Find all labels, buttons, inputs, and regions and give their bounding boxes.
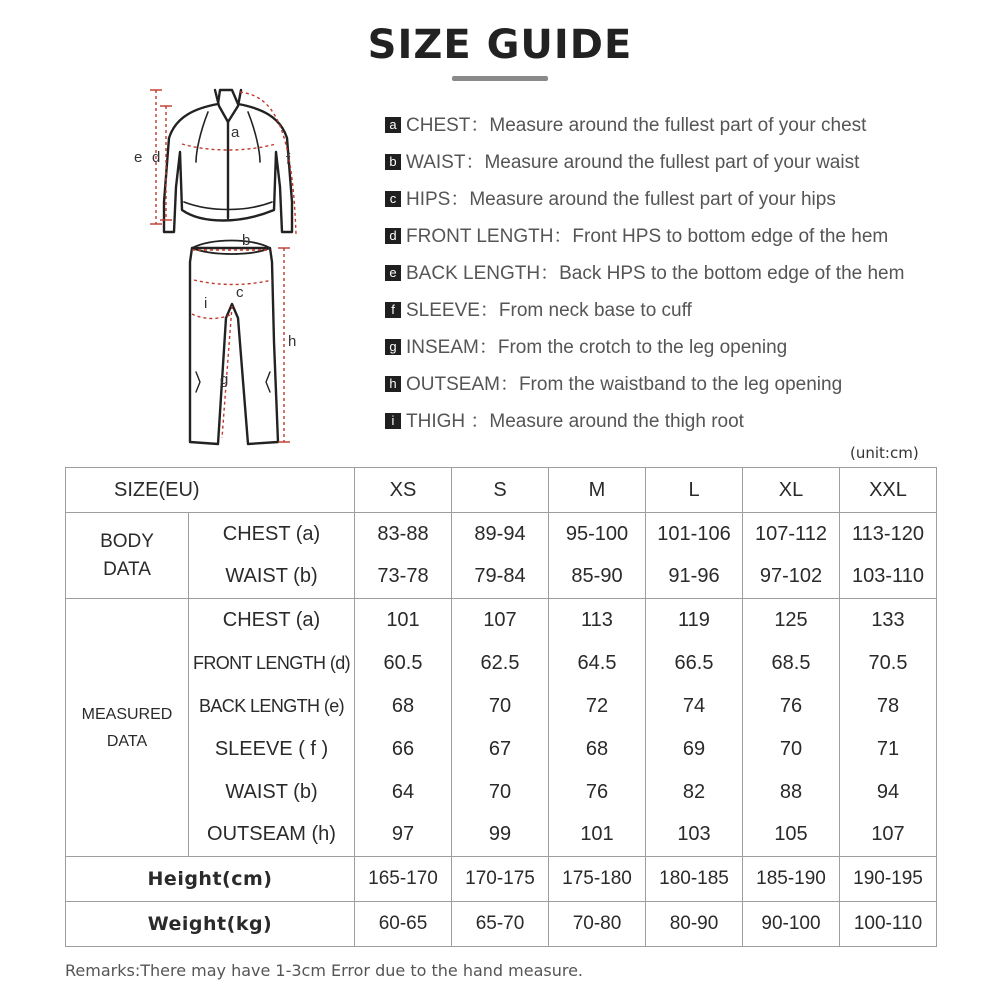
legend-key: h	[385, 376, 401, 392]
size-column-header: XXL	[840, 468, 937, 513]
row-label: BACK LENGTH (e)	[189, 685, 355, 728]
table-cell: 101	[355, 599, 452, 642]
table-cell: 101	[549, 814, 646, 857]
table-cell: 180-185	[646, 857, 743, 902]
table-cell: 79-84	[452, 556, 549, 599]
table-cell: 80-90	[646, 902, 743, 947]
legend-text: SLEEVE：From neck base to cuff	[406, 300, 692, 321]
measurement-legend	[385, 112, 985, 445]
legend-item	[385, 334, 985, 371]
table-cell: 85-90	[549, 556, 646, 599]
table-cell: 74	[646, 685, 743, 728]
garment-diagram	[120, 82, 320, 462]
table-cell: 91-96	[646, 556, 743, 599]
group-label-line: DATA	[103, 558, 151, 580]
letter-h: h	[288, 333, 297, 350]
legend-item	[385, 371, 985, 408]
size-header-row	[66, 468, 937, 513]
table-cell: 64.5	[549, 642, 646, 685]
table-cell: 66.5	[646, 642, 743, 685]
table-cell: 60-65	[355, 902, 452, 947]
table-cell: 83-88	[355, 513, 452, 556]
legend-text: INSEAM：From the crotch to the leg opening	[406, 337, 788, 358]
legend-key: i	[385, 413, 401, 429]
group-label-line: MEASURED	[81, 705, 173, 723]
table-cell: 165-170	[355, 857, 452, 902]
table-cell: 76	[549, 771, 646, 814]
table-cell: 103	[646, 814, 743, 857]
measured-data-group	[66, 599, 189, 857]
height-row	[66, 857, 937, 902]
table-cell: 105	[743, 814, 840, 857]
unit-label: (unit:cm)	[850, 444, 919, 462]
table-cell: 119	[646, 599, 743, 642]
legend-item	[385, 112, 985, 149]
table-row	[66, 728, 937, 771]
table-cell: 68.5	[743, 642, 840, 685]
legend-item	[385, 149, 985, 186]
table-cell: 71	[840, 728, 937, 771]
row-label: FRONT LENGTH (d)	[189, 642, 355, 685]
table-cell: 95-100	[549, 513, 646, 556]
table-cell: 73-78	[355, 556, 452, 599]
table-cell: 94	[840, 771, 937, 814]
table-cell: 64	[355, 771, 452, 814]
letter-a: a	[231, 124, 240, 141]
pants-outline	[190, 248, 278, 444]
table-cell: 69	[646, 728, 743, 771]
hips-measure-line	[194, 280, 272, 285]
letter-f: f	[286, 151, 291, 168]
table-row	[66, 814, 937, 857]
table-cell: 65-70	[452, 902, 549, 947]
legend-key: g	[385, 339, 401, 355]
table-cell: 70	[452, 685, 549, 728]
letter-d: d	[152, 149, 161, 166]
size-column-header: XS	[355, 468, 452, 513]
table-cell: 175-180	[549, 857, 646, 902]
table-cell: 99	[452, 814, 549, 857]
table-row	[66, 599, 937, 642]
table-cell: 113-120	[840, 513, 937, 556]
legend-text: THIGH ：Measure around the thigh root	[406, 411, 744, 432]
table-cell: 190-195	[840, 857, 937, 902]
table-cell: 107	[840, 814, 937, 857]
table-cell: 67	[452, 728, 549, 771]
legend-text: FRONT LENGTH：Front HPS to bottom edge of the hem	[406, 226, 889, 247]
weight-row	[66, 902, 937, 947]
legend-text: CHEST：Measure around the fullest part of your chest	[406, 115, 867, 136]
legend-text: BACK LENGTH：Back HPS to the bottom edge of the hem	[406, 263, 905, 284]
table-cell: 170-175	[452, 857, 549, 902]
table-cell: 68	[355, 685, 452, 728]
table-cell: 62.5	[452, 642, 549, 685]
letter-i: i	[204, 295, 208, 312]
legend-key: b	[385, 154, 401, 170]
legend-key: d	[385, 228, 401, 244]
legend-item	[385, 223, 985, 260]
row-label: WAIST (b)	[189, 556, 355, 599]
letter-e: e	[134, 149, 143, 166]
table-row	[66, 642, 937, 685]
table-cell: 70.5	[840, 642, 937, 685]
row-label: CHEST (a)	[189, 513, 355, 556]
legend-key: f	[385, 302, 401, 318]
legend-text: HIPS：Measure around the fullest part of your hips	[406, 189, 836, 210]
table-row	[66, 556, 937, 599]
table-cell: 97	[355, 814, 452, 857]
table-cell: 113	[549, 599, 646, 642]
height-label: Height(cm)	[66, 857, 355, 902]
table-cell: 101-106	[646, 513, 743, 556]
table-cell: 88	[743, 771, 840, 814]
size-table	[65, 467, 937, 947]
table-row	[66, 513, 937, 556]
legend-text: OUTSEAM：From the waistband to the leg opening	[406, 374, 843, 395]
body-data-group	[66, 513, 189, 599]
legend-item	[385, 408, 985, 445]
legend-item	[385, 186, 985, 223]
table-cell: 66	[355, 728, 452, 771]
table-cell: 76	[743, 685, 840, 728]
table-cell: 72	[549, 685, 646, 728]
table-cell: 133	[840, 599, 937, 642]
size-column-header: L	[646, 468, 743, 513]
table-row	[66, 771, 937, 814]
table-row	[66, 685, 937, 728]
table-cell: 107-112	[743, 513, 840, 556]
table-cell: 82	[646, 771, 743, 814]
group-label-line: BODY	[100, 530, 154, 552]
legend-key: a	[385, 117, 401, 133]
legend-item	[385, 260, 985, 297]
group-label-line: DATA	[106, 732, 148, 750]
legend-key: c	[385, 191, 401, 207]
legend-item	[385, 297, 985, 334]
table-cell: 68	[549, 728, 646, 771]
table-cell: 97-102	[743, 556, 840, 599]
weight-label: Weight(kg)	[66, 902, 355, 947]
table-cell: 70-80	[549, 902, 646, 947]
letter-b: b	[242, 232, 251, 249]
table-cell: 100-110	[840, 902, 937, 947]
row-label: OUTSEAM (h)	[189, 814, 355, 857]
table-cell: 103-110	[840, 556, 937, 599]
table-cell: 90-100	[743, 902, 840, 947]
size-column-header: M	[549, 468, 646, 513]
title-underline	[452, 76, 548, 81]
row-label: CHEST (a)	[189, 599, 355, 642]
size-header-label: SIZE(EU)	[66, 468, 355, 513]
garment-diagram-svg	[120, 82, 320, 462]
table-cell: 125	[743, 599, 840, 642]
table-cell: 89-94	[452, 513, 549, 556]
legend-text: WAIST：Measure around the fullest part of your waist	[406, 152, 860, 173]
table-cell: 70	[452, 771, 549, 814]
remarks-note: Remarks:There may have 1-3cm Error due to the hand measure.	[65, 961, 584, 980]
page-title: SIZE GUIDE	[367, 22, 633, 68]
table-cell: 60.5	[355, 642, 452, 685]
row-label: SLEEVE ( f )	[189, 728, 355, 771]
size-column-header: XL	[743, 468, 840, 513]
table-cell: 107	[452, 599, 549, 642]
size-column-header: S	[452, 468, 549, 513]
table-cell: 70	[743, 728, 840, 771]
row-label: WAIST (b)	[189, 771, 355, 814]
table-cell: 78	[840, 685, 937, 728]
letter-c: c	[236, 284, 244, 301]
legend-key: e	[385, 265, 401, 281]
letter-g: g	[220, 371, 229, 388]
table-cell: 185-190	[743, 857, 840, 902]
